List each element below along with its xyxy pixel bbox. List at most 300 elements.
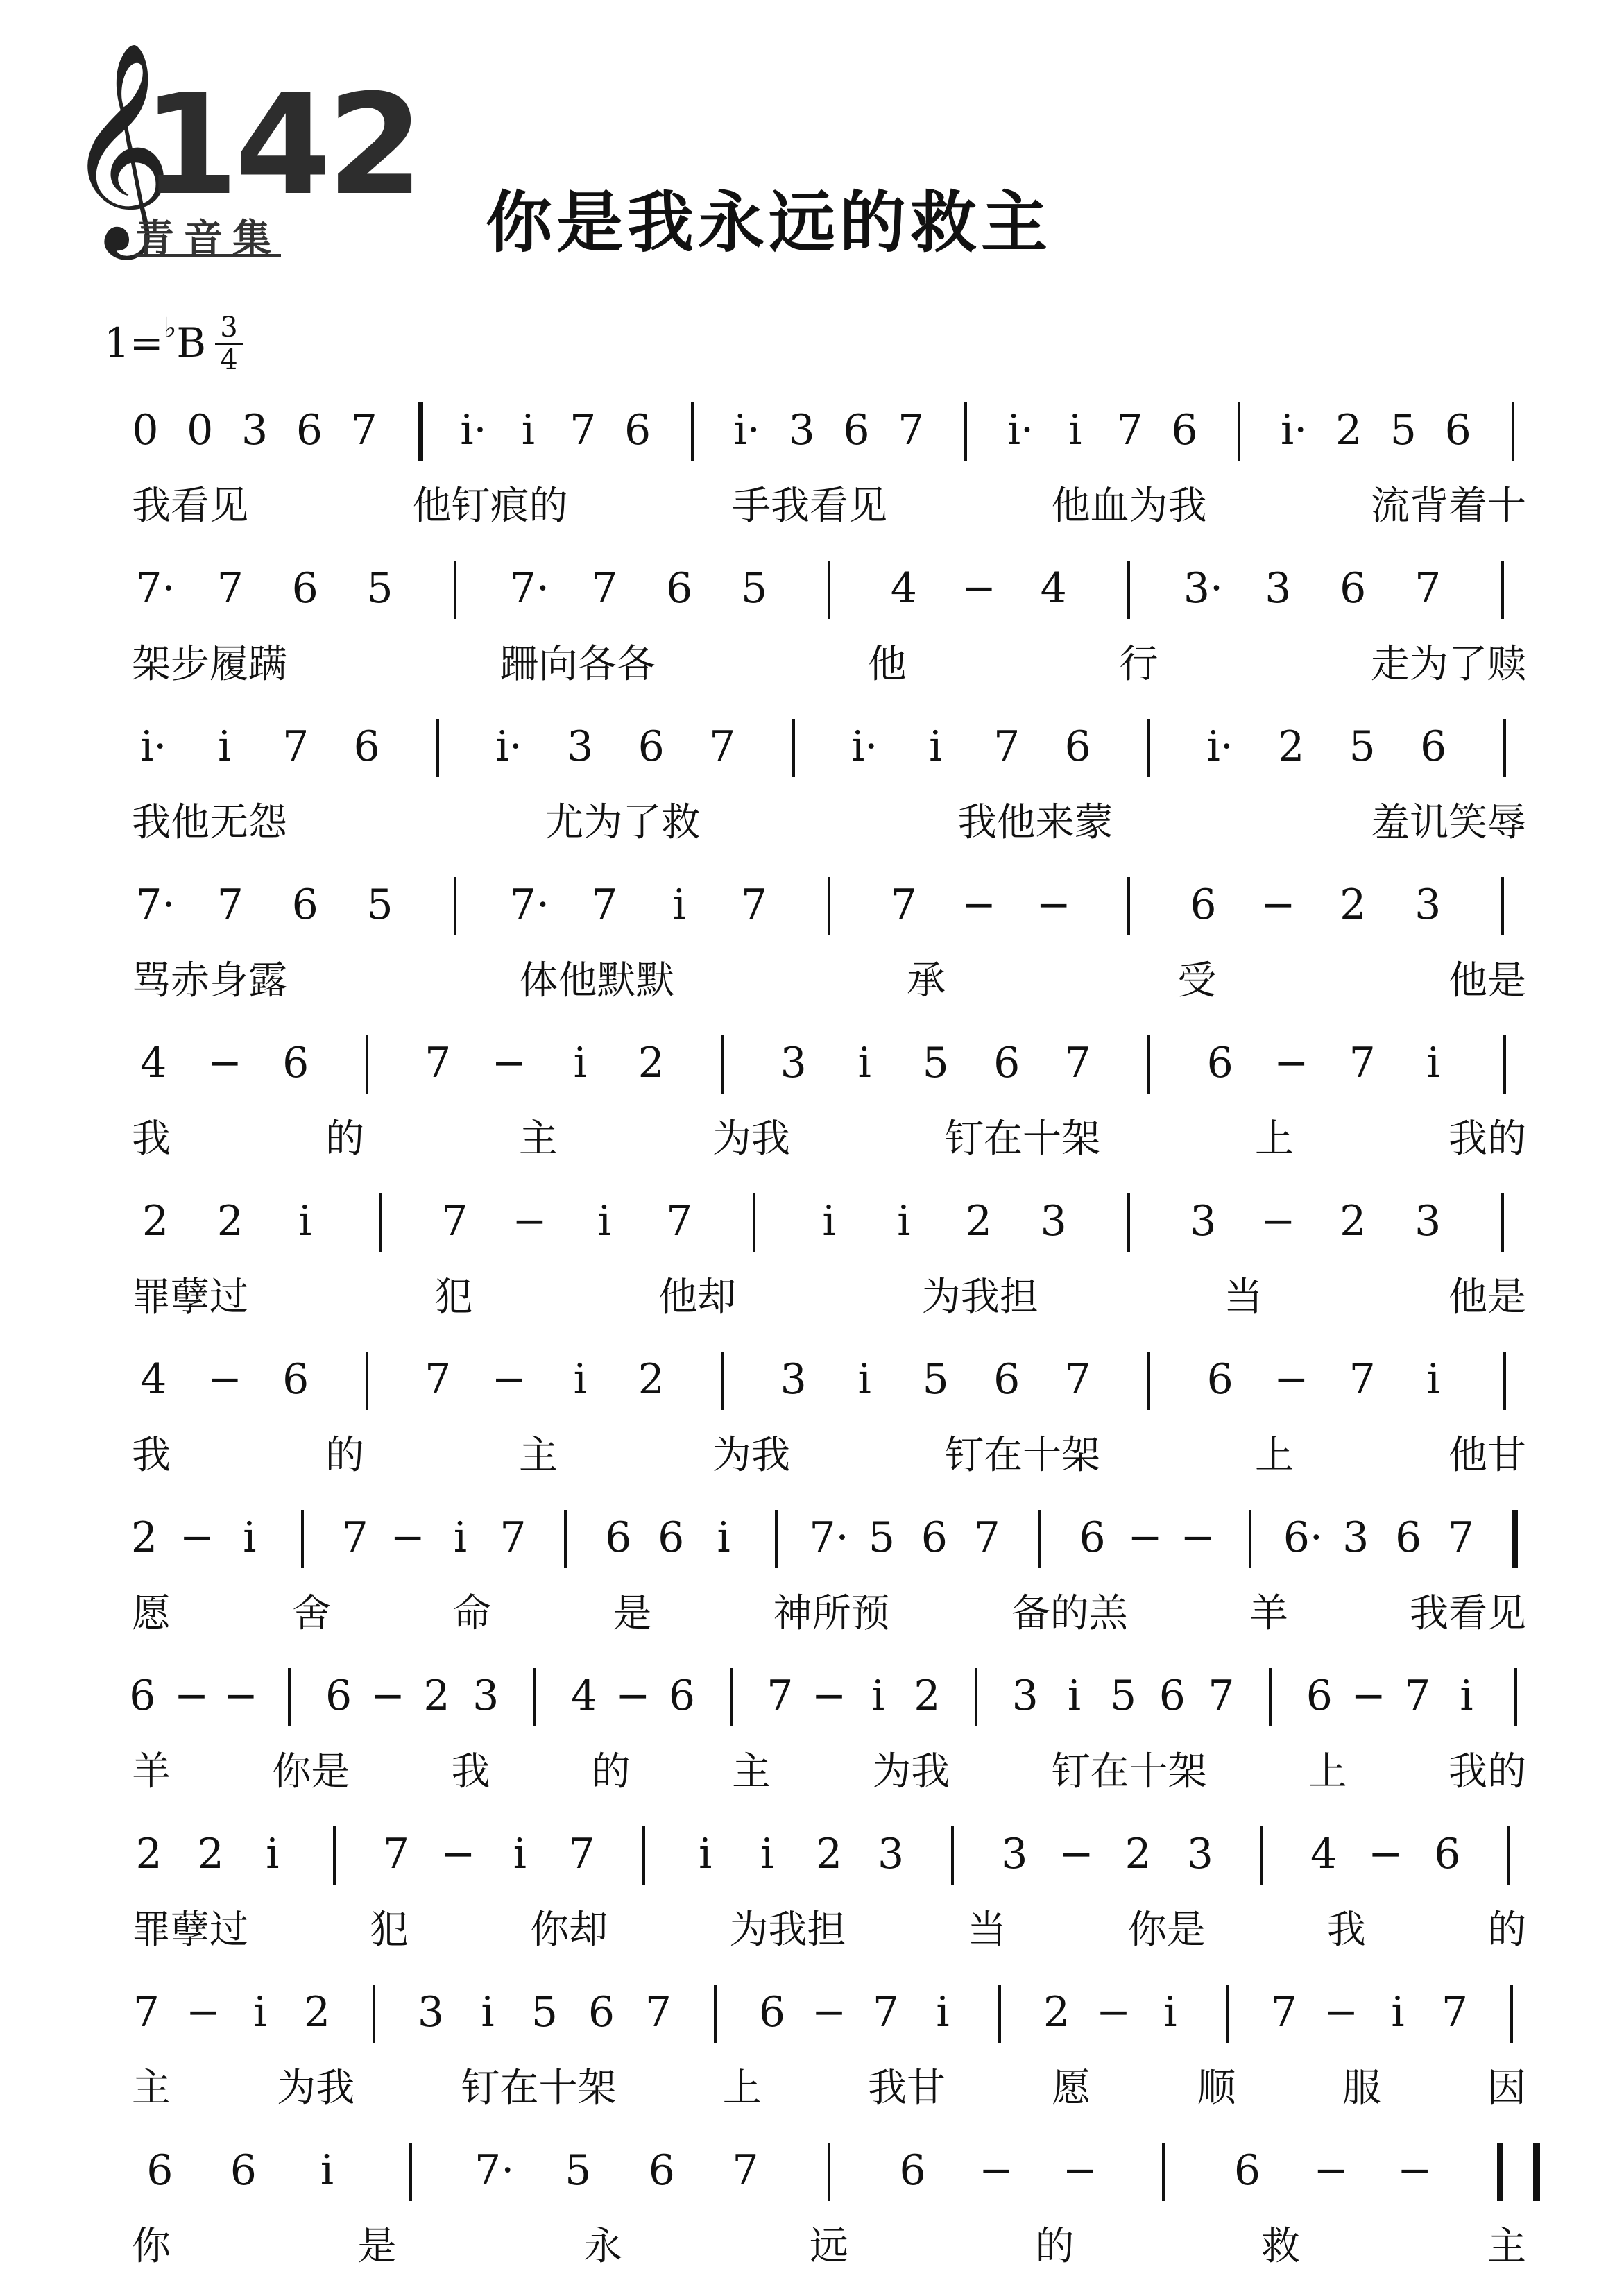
barline <box>1269 1668 1272 1726</box>
note: 7 <box>732 2146 759 2195</box>
barline <box>373 1985 375 2043</box>
note: 3 <box>1190 1197 1217 1246</box>
note: 7 <box>666 1197 693 1246</box>
tie-dash: − <box>512 1197 547 1246</box>
note: i <box>857 1039 871 1087</box>
lyric-word: 羊 <box>1249 1591 1288 1636</box>
tie-dash: − <box>1323 1988 1359 2037</box>
note: 3 <box>788 406 815 454</box>
note: 7 <box>741 881 768 929</box>
note: i· <box>851 722 878 771</box>
note: 2 <box>1278 722 1305 771</box>
note: 3 <box>780 1039 807 1087</box>
barline <box>1162 2143 1165 2201</box>
note: 6 <box>758 1988 786 2037</box>
barline <box>1147 719 1150 777</box>
note: 6 <box>638 722 665 771</box>
note: 6 <box>291 564 318 613</box>
note: 2 <box>914 1672 941 1720</box>
note: 6 <box>1159 1672 1186 1720</box>
note: i <box>929 722 943 771</box>
lyric-word: 你是 <box>272 1749 350 1794</box>
note: 2 <box>1340 1197 1367 1246</box>
tie-dash: − <box>207 1039 242 1087</box>
lyric-word: 主 <box>519 1116 558 1162</box>
lyric-word: 羞讥笑辱 <box>1370 800 1526 845</box>
note: 7 <box>1116 406 1143 454</box>
note: 2 <box>423 1672 450 1720</box>
tie-dash: − <box>491 1355 527 1404</box>
lyric-word: 的 <box>325 1116 364 1162</box>
lyric-word: 为我 <box>872 1749 950 1794</box>
lyric-line <box>132 792 1526 847</box>
lyric-word: 他钉痕的 <box>412 484 568 529</box>
note: i <box>897 1197 911 1246</box>
lyric-word: 为我 <box>712 1116 790 1162</box>
note: 5 <box>366 564 393 613</box>
note: 4 <box>1040 564 1067 613</box>
note: 3 <box>567 722 594 771</box>
note: 7· <box>509 564 550 613</box>
note: i <box>936 1988 950 2037</box>
note: 2 <box>638 1355 665 1404</box>
barline <box>691 402 694 461</box>
note: 3 <box>241 406 268 454</box>
note: i <box>573 1039 587 1087</box>
note: 6 <box>1064 722 1091 771</box>
lyric-line <box>132 1266 1526 1322</box>
note: 3 <box>1040 1197 1067 1246</box>
note: 7 <box>568 1830 595 1878</box>
lyric-word: 跚向各各 <box>499 642 656 687</box>
note: 3· <box>1183 564 1224 613</box>
note: 3 <box>1342 1513 1369 1562</box>
tie-dash: − <box>1274 1039 1309 1087</box>
barline <box>301 1510 304 1568</box>
note: 7 <box>425 1355 452 1404</box>
note: 7 <box>767 1672 794 1720</box>
barline <box>828 2143 830 2201</box>
barline <box>792 719 795 777</box>
note: 7 <box>973 1513 1000 1562</box>
note: i· <box>1007 406 1034 454</box>
barline <box>998 1985 1001 2043</box>
lyric-word: 愿 <box>132 1591 171 1636</box>
lyric-word: 主 <box>1487 2224 1526 2269</box>
lyric-word: 骂赤身露 <box>132 958 287 1003</box>
songbook-name: 青音集 <box>135 216 281 262</box>
note: i <box>1460 1672 1473 1720</box>
tie-dash: − <box>1059 1830 1094 1878</box>
lyric-word: 的 <box>1487 1908 1526 1953</box>
lyric-word: 他却 <box>658 1275 737 1320</box>
tie-dash: − <box>811 1988 847 2037</box>
note: 6 <box>921 1513 948 1562</box>
lyric-word: 是 <box>613 1591 652 1636</box>
barline <box>366 1035 368 1094</box>
note: 7 <box>133 1988 160 2037</box>
barline <box>1503 719 1506 777</box>
lyric-word: 我看见 <box>1409 1591 1526 1636</box>
note: 3 <box>878 1830 905 1878</box>
tie-dash: − <box>179 1513 215 1562</box>
lyric-word: 我的 <box>1448 1749 1526 1794</box>
note: 7 <box>644 1988 672 2037</box>
note: 4 <box>1310 1830 1337 1878</box>
note: i <box>218 722 232 771</box>
note: 6 <box>230 2146 257 2195</box>
note: i <box>1426 1355 1440 1404</box>
tie-dash: − <box>961 564 996 613</box>
note: 4 <box>140 1355 167 1404</box>
note: 2 <box>135 1830 162 1878</box>
note: 7 <box>591 881 618 929</box>
lyric-word: 当 <box>967 1908 1007 1953</box>
lyric-word: 救 <box>1261 2224 1301 2269</box>
barline <box>1127 1193 1130 1252</box>
lyric-word: 我看见 <box>132 484 248 529</box>
note: 6 <box>624 406 651 454</box>
note: 7· <box>475 2146 515 2195</box>
lyric-word: 我 <box>1326 1908 1366 1953</box>
note: 5 <box>565 2146 592 2195</box>
note: 3 <box>1011 1672 1038 1720</box>
lyric-word: 我他无怨 <box>132 800 287 845</box>
lyric-word: 钉在十架 <box>1051 1749 1207 1794</box>
lyric-word: 体他默默 <box>519 958 675 1003</box>
barline <box>730 1668 733 1726</box>
barline <box>1503 1352 1506 1410</box>
barline <box>721 1352 724 1410</box>
note: i <box>298 1197 312 1246</box>
tie-dash: − <box>1396 2146 1433 2195</box>
note: i <box>1391 1988 1405 2037</box>
note: i <box>253 1988 267 2037</box>
lyric-line <box>132 950 1526 1005</box>
lyric-word: 你 <box>132 2224 171 2269</box>
note: 7 <box>1414 564 1442 613</box>
tie-dash: − <box>1351 1672 1386 1720</box>
note: 7 <box>441 1197 468 1246</box>
note: 3 <box>1414 1197 1442 1246</box>
lyric-word: 是 <box>357 2224 397 2269</box>
note: 6 <box>605 1513 632 1562</box>
note: i <box>699 1830 712 1878</box>
lyric-word: 流背着十 <box>1371 484 1526 529</box>
barline <box>721 1035 724 1094</box>
barline <box>1497 2143 1503 2201</box>
note: i <box>573 1355 587 1404</box>
lyric-word: 承 <box>907 958 946 1003</box>
key-signature: 1=♭B <box>104 312 206 366</box>
lyric-word: 钉在十架 <box>945 1116 1100 1162</box>
barline <box>436 719 439 777</box>
lyric-word: 架步履蹒 <box>132 642 287 687</box>
note: 6 <box>658 1513 685 1562</box>
note: 7· <box>135 881 176 929</box>
song-title: 你是我永远的救主 <box>486 184 1052 262</box>
note: i· <box>1206 722 1233 771</box>
lyric-word: 我甘 <box>868 2066 946 2111</box>
lyric-word: 主 <box>132 2066 171 2111</box>
note: 7 <box>382 1830 410 1878</box>
lyric-word: 走为了赎 <box>1371 642 1526 687</box>
note: 3 <box>472 1672 499 1720</box>
note: i· <box>1281 406 1308 454</box>
lyric-word: 尤为了救 <box>545 800 701 845</box>
tie-dash: − <box>207 1355 242 1404</box>
note: 6 <box>1079 1513 1106 1562</box>
note: 2 <box>197 1830 224 1878</box>
note: 6 <box>1306 1672 1333 1720</box>
note: 2 <box>815 1830 843 1878</box>
tie-dash: − <box>1036 881 1071 929</box>
barline <box>1514 1668 1517 1726</box>
note: 7 <box>1404 1672 1431 1720</box>
barline <box>1501 877 1504 935</box>
time-signature: 3 4 <box>215 312 243 375</box>
tie-dash: − <box>441 1830 476 1878</box>
barline <box>1147 1035 1150 1094</box>
note: 6 <box>1233 2146 1261 2195</box>
note: i· <box>495 722 522 771</box>
note: 6 <box>1444 406 1471 454</box>
note: i <box>481 1988 495 2037</box>
barline <box>828 561 830 619</box>
note: 2 <box>965 1197 992 1246</box>
note: 7 <box>890 881 917 929</box>
note: 7 <box>872 1988 900 2037</box>
note: 7 <box>709 722 736 771</box>
tie-dash: − <box>1368 1830 1403 1878</box>
barline <box>454 877 456 935</box>
tie-dash: − <box>1313 2146 1349 2195</box>
lyric-word: 为我担 <box>921 1275 1038 1320</box>
barline <box>1503 1035 1506 1094</box>
barline <box>1127 561 1130 619</box>
note: i· <box>140 722 167 771</box>
note: 4 <box>140 1039 167 1087</box>
note: 7 <box>591 564 618 613</box>
barline <box>1249 1510 1251 1568</box>
tie-dash: − <box>1274 1355 1309 1404</box>
song-number: 142 <box>142 65 420 226</box>
note: 7 <box>1349 1039 1376 1087</box>
lyric-word: 他 <box>868 642 907 687</box>
note: 6 <box>666 564 693 613</box>
lyric-line <box>132 1899 1526 1955</box>
lyric-word: 当 <box>1224 1275 1263 1320</box>
note: 6 <box>282 1355 309 1404</box>
note: 5 <box>922 1355 949 1404</box>
note: 7 <box>350 406 377 454</box>
note: 6 <box>1206 1355 1233 1404</box>
note: 5 <box>868 1513 896 1562</box>
lyric-word: 上 <box>1308 1749 1347 1794</box>
lyric-word: 为我担 <box>729 1908 846 1953</box>
note: 2 <box>216 1197 243 1246</box>
barline <box>564 1510 567 1568</box>
note: 0 <box>132 406 159 454</box>
note: 7 <box>570 406 597 454</box>
tie-dash: − <box>1062 2146 1097 2195</box>
note: 5 <box>1349 722 1376 771</box>
songbook-logo <box>66 41 420 262</box>
lyric-word: 我 <box>132 1433 171 1478</box>
barline <box>714 1985 717 2043</box>
barline <box>1260 1826 1263 1885</box>
note: 7 <box>1270 1988 1298 2037</box>
lyric-line <box>132 634 1526 689</box>
lyric-word: 罪孽过 <box>132 1275 248 1320</box>
note: 6 <box>668 1672 696 1720</box>
tie-dash: − <box>1127 1513 1163 1562</box>
treble-clef-icon: 𝄞 <box>66 41 173 250</box>
note: 2 <box>1335 406 1362 454</box>
tie-dash: − <box>1095 1988 1131 2037</box>
note: 6 <box>1420 722 1447 771</box>
note: 7· <box>509 881 550 929</box>
tie-dash: − <box>185 1988 221 2037</box>
flat-icon: ♭ <box>163 312 177 344</box>
barline <box>828 877 830 935</box>
lyric-line <box>132 1425 1526 1480</box>
note: i <box>521 406 535 454</box>
barline <box>1147 1352 1150 1410</box>
lyric-word: 我的 <box>1448 1116 1526 1162</box>
note: 6 <box>353 722 380 771</box>
note: 6 <box>146 2146 173 2195</box>
note: 7· <box>809 1513 849 1562</box>
lyric-line <box>132 1583 1526 1638</box>
note: 7 <box>216 881 243 929</box>
note: 6 <box>296 406 323 454</box>
lyric-word: 他是 <box>1448 958 1526 1003</box>
barline <box>366 1352 368 1410</box>
barline <box>642 1826 645 1885</box>
note: i <box>453 1513 468 1562</box>
note: 2 <box>142 1197 169 1246</box>
note: 3 <box>417 1988 445 2037</box>
note: 2 <box>1340 881 1367 929</box>
lyric-word: 你却 <box>530 1908 608 1953</box>
note: 3 <box>1001 1830 1028 1878</box>
lyric-word: 上 <box>722 2066 762 2111</box>
lyric-word: 为我 <box>712 1433 790 1478</box>
tie-dash: − <box>491 1039 527 1087</box>
note: i <box>266 1830 280 1878</box>
lyric-word: 钉在十架 <box>461 2066 617 2111</box>
note: 6 <box>325 1672 352 1720</box>
tie-dash: − <box>979 2146 1014 2195</box>
note: i <box>857 1355 871 1404</box>
note: 7 <box>1208 1672 1235 1720</box>
note: 5 <box>1390 406 1417 454</box>
lyric-word: 服 <box>1342 2066 1381 2111</box>
barline <box>964 402 967 461</box>
barline <box>379 1193 382 1252</box>
note: 7 <box>1441 1988 1469 2037</box>
barline <box>418 402 423 461</box>
lyric-word: 你是 <box>1127 1908 1206 1953</box>
note: 2 <box>130 1513 158 1562</box>
lyric-word: 他甘 <box>1448 1433 1526 1478</box>
lyric-word: 他血为我 <box>1051 484 1207 529</box>
note: 4 <box>890 564 917 613</box>
note: 6 <box>291 881 318 929</box>
note: i <box>822 1197 836 1246</box>
lyric-word: 愿 <box>1052 2066 1091 2111</box>
lyric-word: 的 <box>591 1749 631 1794</box>
note: 7 <box>993 722 1020 771</box>
note: 6 <box>1434 1830 1461 1878</box>
note: i <box>871 1672 885 1720</box>
lyric-line <box>132 2057 1526 2113</box>
note: 6 <box>1171 406 1198 454</box>
barline <box>775 1510 778 1568</box>
lyric-word: 的 <box>1035 2224 1075 2269</box>
barline <box>975 1668 977 1726</box>
note: i <box>1067 1672 1082 1720</box>
note: 7· <box>135 564 176 613</box>
note: 2 <box>1043 1988 1070 2037</box>
note: 6 <box>129 1672 156 1720</box>
note: i· <box>460 406 487 454</box>
lyric-word: 钉在十架 <box>945 1433 1100 1478</box>
note: i <box>672 881 686 929</box>
tie-dash: − <box>223 1672 258 1720</box>
note: 6 <box>1206 1039 1233 1087</box>
note: 4 <box>570 1672 597 1720</box>
note: 5 <box>741 564 768 613</box>
barline <box>288 1668 291 1726</box>
note: 6 <box>993 1355 1020 1404</box>
tie-dash: − <box>1260 1197 1296 1246</box>
lyric-line <box>132 1108 1526 1164</box>
note: 6 <box>282 1039 309 1087</box>
note: 5 <box>366 881 393 929</box>
note: i <box>597 1197 611 1246</box>
note: 3 <box>1265 564 1292 613</box>
note: 7 <box>425 1039 452 1087</box>
lyric-word: 永 <box>583 2224 623 2269</box>
barline <box>753 1193 755 1252</box>
barline <box>1226 1985 1229 2043</box>
barline <box>1507 1826 1510 1885</box>
note: 6 <box>588 1988 615 2037</box>
note: 7 <box>1064 1355 1091 1404</box>
tie-dash: − <box>1260 881 1296 929</box>
note: 3 <box>780 1355 807 1404</box>
note: 2 <box>303 1988 331 2037</box>
lyric-word: 为我 <box>277 2066 355 2111</box>
lyric-word: 犯 <box>370 1908 409 1953</box>
tie-dash: − <box>961 881 996 929</box>
lyric-word: 羊 <box>132 1749 171 1794</box>
lyric-word: 罪孽过 <box>132 1908 248 1953</box>
note: 5 <box>922 1039 949 1087</box>
tie-dash: − <box>1180 1513 1215 1562</box>
barline <box>1127 877 1130 935</box>
barline <box>951 1826 954 1885</box>
note: 6 <box>1190 881 1217 929</box>
barline <box>533 1668 536 1726</box>
tie-dash: − <box>390 1513 425 1562</box>
lyric-line <box>132 2216 1526 2271</box>
lyric-word: 我他来蒙 <box>957 800 1113 845</box>
note: i <box>513 1830 527 1878</box>
note: i <box>760 1830 774 1878</box>
